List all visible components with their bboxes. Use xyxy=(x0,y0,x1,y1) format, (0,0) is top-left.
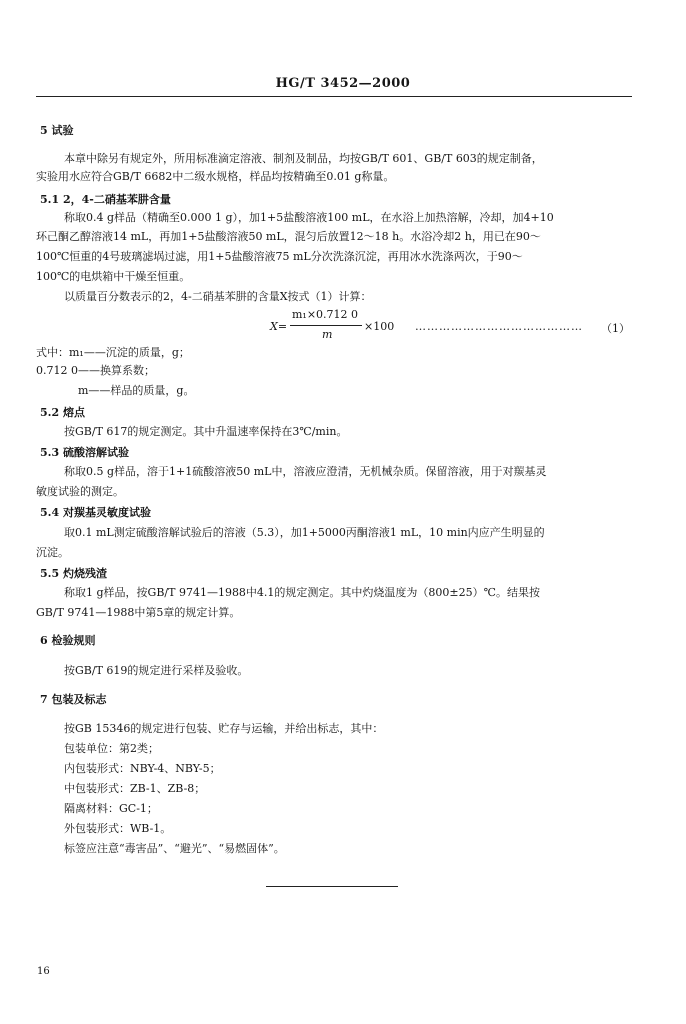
text-line: 按GB 15346的规定进行包装、贮存与运输，并给出标志，其中： xyxy=(64,722,384,735)
text-line: 以质量百分数表示的2，4-二硝基苯肼的含量X按式（1）计算： xyxy=(64,290,372,303)
section-heading: 5.1 2，4-二硝基苯肼含量 xyxy=(40,193,171,206)
section-heading: 5.4 对羰基灵敏度试验 xyxy=(40,506,151,519)
section-heading: 5.5 灼烧残渣 xyxy=(40,567,107,580)
text-line: 称取1 g样品，按GB/T 9741—1988中4.1的规定测定。其中灼烧温度为（800±25）℃。结果按 xyxy=(64,586,540,599)
text-line: 实验用水应符合GB/T 6682中二级水规格，样品均按精确至0.01 g称量。 xyxy=(36,170,395,183)
formula-numerator: m₁×0.712 0 xyxy=(292,308,359,321)
text-line: 环己酮乙醇溶液14 mL，再加1+5盐酸溶液50 mL，混匀后放置12～18 h。水浴冷却2 h，用已在90～ xyxy=(36,230,541,243)
section-heading: 6 检验规则 xyxy=(40,634,96,647)
section-heading: 7 包装及标志 xyxy=(40,693,107,706)
header-rule xyxy=(36,96,632,97)
text-line: GB/T 9741—1988中第5章的规定计算。 xyxy=(36,606,241,619)
formula-rhs: ×100 xyxy=(364,320,395,333)
text-line: 式中：m₁——沉淀的质量，g； xyxy=(36,346,190,359)
formula-denominator: m xyxy=(322,328,333,341)
text-line: 0.712 0——换算系数； xyxy=(36,364,155,377)
text-line: 100℃恒重的4号玻璃滤埚过滤，用1+5盐酸溶液75 mL分次洗涤沉淀，再用冰水洗涤两次，于90～ xyxy=(36,250,523,263)
page-header-standard-number: HG/T 3452—2000 xyxy=(275,76,411,91)
text-line: 敏度试验的测定。 xyxy=(36,485,124,498)
page-number: 16 xyxy=(37,966,50,977)
text-line: 称取0.4 g样品（精确至0.000 1 g），加1+5盐酸溶液100 mL，在水浴上加热溶解，冷却，加4+10 xyxy=(64,211,554,224)
text-line: 隔离材料：GC-1； xyxy=(64,802,158,815)
text-line: 本章中除另有规定外，所用标准滴定溶液、制剂及制品，均按GB/T 601、GB/T 603的规定制备， xyxy=(64,152,543,165)
section-heading: 5 试验 xyxy=(40,124,74,137)
text-line: 中包装形式：ZB-1、ZB-8； xyxy=(64,782,206,795)
text-line: 沉淀。 xyxy=(36,546,69,559)
text-line: 取0.1 mL测定硫酸溶解试验后的溶液（5.3），加1+5000丙酮溶液1 mL，10 min内应产生明显的 xyxy=(64,526,545,539)
section-heading: 5.2 熔点 xyxy=(40,406,85,419)
formula-leader-dots: …………………………………… xyxy=(415,320,583,333)
text-line: 标签应注意“毒害品”、“避光”、“易燃固体”。 xyxy=(64,842,285,855)
text-line: 内包装形式：NBY-4、NBY-5； xyxy=(64,762,221,775)
section-heading: 5.3 硫酸溶解试验 xyxy=(40,446,129,459)
text-line: 包装单位：第2类； xyxy=(64,742,159,755)
text-line: 100℃的电烘箱中干燥至恒重。 xyxy=(36,270,191,283)
text-line: 按GB/T 617的规定测定。其中升温速率保持在3℃/min。 xyxy=(64,425,348,438)
end-of-text-rule xyxy=(266,886,398,887)
text-line: 按GB/T 619的规定进行采样及验收。 xyxy=(64,664,249,677)
text-line: 外包装形式：WB-1。 xyxy=(64,822,172,835)
text-line: m——样品的质量，g。 xyxy=(78,384,195,397)
fraction-bar xyxy=(290,325,362,326)
formula-lhs: X= xyxy=(270,320,288,333)
text-line: 称取0.5 g样品，溶于1+1硫酸溶液50 mL中，溶液应澄清，无机械杂质。保留溶液，用于对羰基灵 xyxy=(64,465,547,478)
equation-number: （1） xyxy=(601,322,630,335)
formula-1 xyxy=(270,308,630,344)
